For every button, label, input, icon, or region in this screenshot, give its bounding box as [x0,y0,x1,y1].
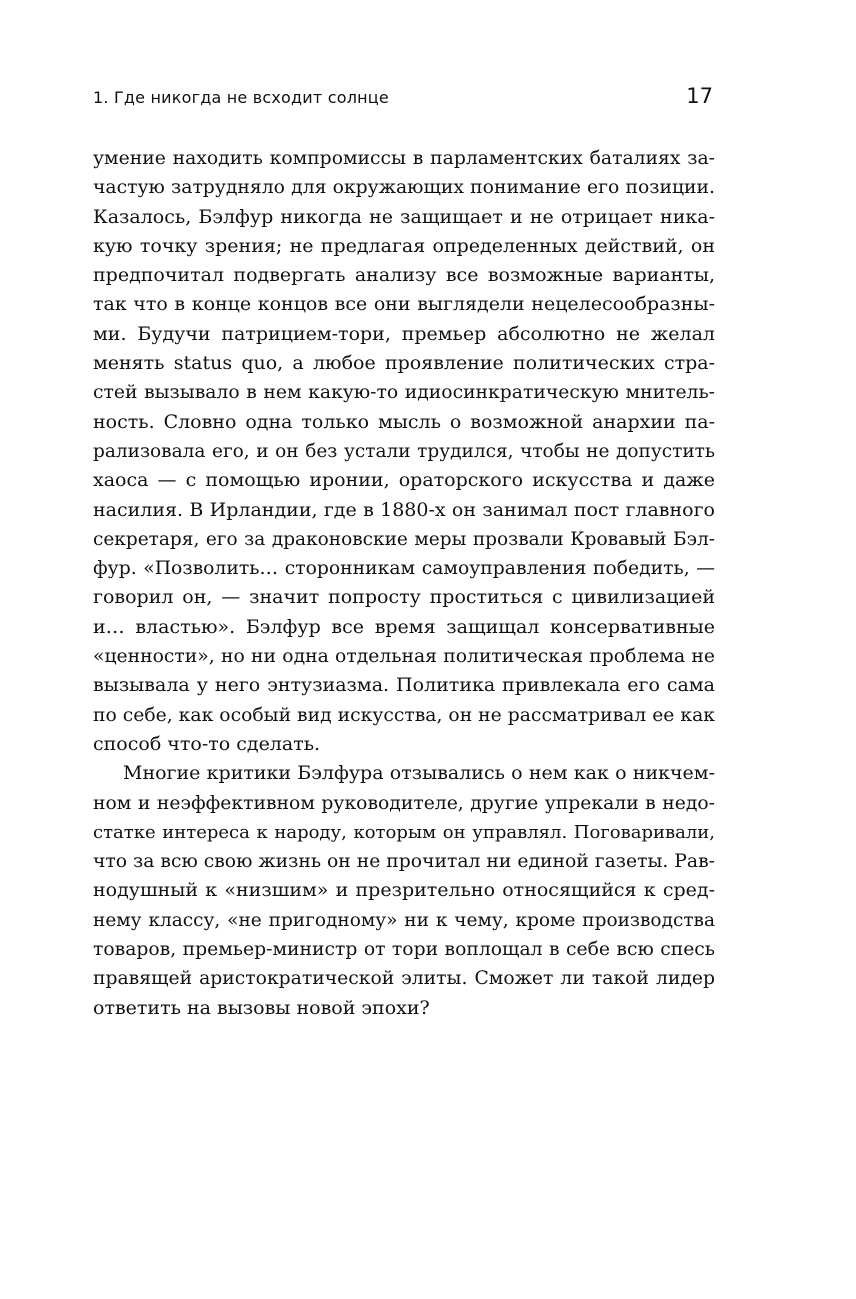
text-line: предпочитал подвергать анализу все возможные варианты, [93,264,715,287]
body-text [93,144,715,1023]
text-line: частую затрудняло для окружающих понимание его позиции. [93,177,715,199]
text-line: что за всю свою жизнь он не прочитал ни единой газеты. Рав- [93,851,715,873]
running-head [93,84,715,114]
text-line: Многие критики Бэлфура отзывались о нем как о никчем- [123,762,715,785]
text-line: фур. «Позволить… сторонникам самоуправления победить, — [93,558,715,580]
text-line: нему классу, «не пригодному» ни к чему, кроме производства [93,909,715,931]
text-line: «ценности», но ни одна отдельная политическая проблема не [93,646,715,668]
text-line: и… властью». Бэлфур все время защищал консервативные [93,615,715,638]
text-line: ми. Будучи патрицием-тори, премьер абсолютно не желал [93,322,715,345]
text-line: вызывала у него энтузиазма. Политика привлекала его сама [93,674,715,697]
text-line: ность. Словно одна только мысль о возможной анархии па- [93,410,715,433]
text-line: статке интереса к народу, которым он управлял. Поговаривали, [93,821,715,843]
text-line: так что в конце концов все они выглядели нецелесообразны- [93,293,715,316]
text-line: стей вызывало в нем какую-то идиосинкратическую мнитель- [93,382,715,404]
text-line: хаоса — с помощью иронии, ораторского искусства и даже [93,469,715,492]
text-line: секретаря, его за драконовские меры прозвали Кровавый Бэл- [93,528,715,550]
text-line: по себе, как особый вид искусства, он не рассматривал ее как [93,704,715,726]
text-line: правящей аристократической элиты. Сможет ли такой лидер [93,968,715,990]
text-line: товаров, премьер-министр от тори воплощал в себе всю спесь [93,939,715,961]
text-line: говорил он, — значит попросту проститься с цивилизацией [93,586,715,609]
text-line: умение находить компромиссы в парламентских баталиях за- [93,148,715,169]
text-line: рализовала его, и он без устали трудился, чтобы не допустить [93,440,715,462]
text-line: Казалось, Бэлфур никогда не защищает и не отрицает ника- [93,205,715,228]
page-number: 17 [686,84,713,108]
text-line: ответить на вызовы новой эпохи? [93,996,430,1019]
text-line: кую точку зрения; не предлагая определенных действий, он [93,234,715,257]
text-line: ном и неэффективном руководителе, другие упрекали в недо- [93,792,715,814]
paragraph-2 [93,759,715,1023]
chapter-title: 1. Где никогда не всходит солнце [93,88,389,107]
text-line: насилия. В Ирландии, где в 1880-х он занимал пост главного [93,498,715,521]
text-line: менять status quo, а любое проявление политических стра- [93,352,715,375]
text-line: нодушный к «низшим» и презрительно относящийся к сред- [93,879,715,902]
text-line: способ что-то сделать. [93,732,321,755]
paragraph-1 [93,144,715,759]
